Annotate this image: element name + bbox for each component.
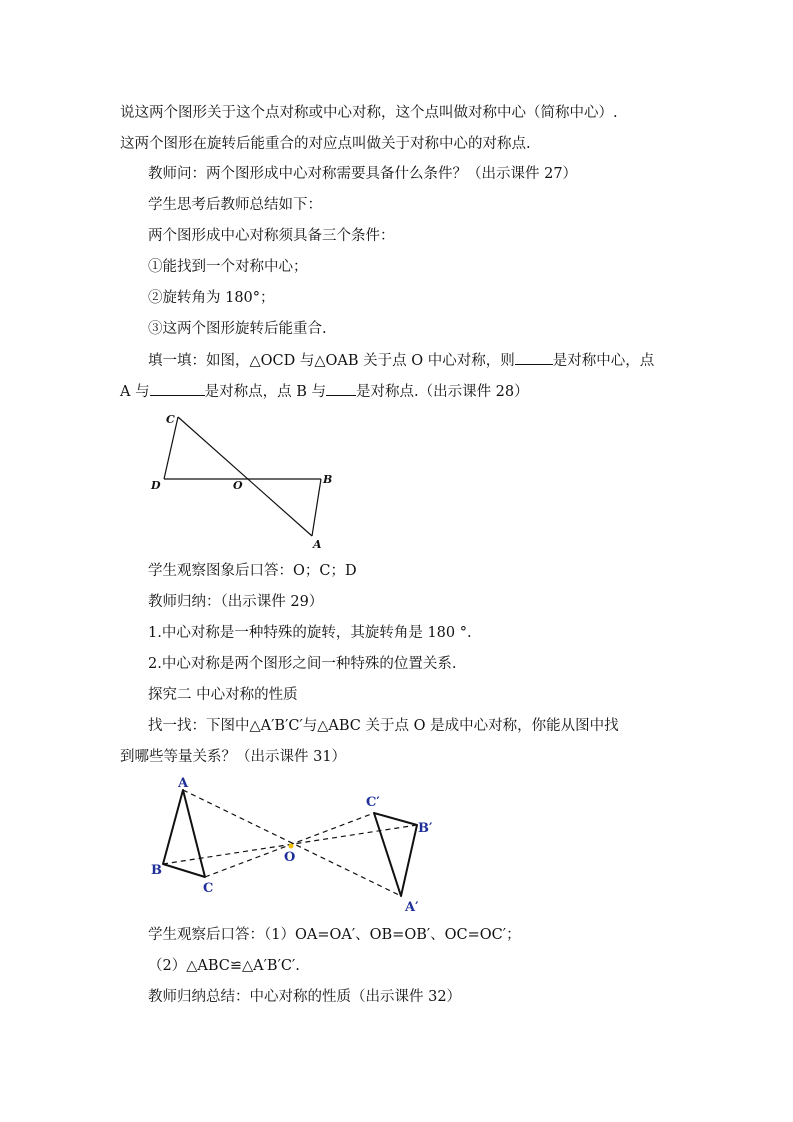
label-b-prime: B′ [418,821,433,836]
label-c-prime: C′ [366,795,380,810]
text-line-20: 教师归纳总结：中心对称的性质（出示课件 32） [148,989,462,1005]
text-line-2: 这两个图形在旋转后能重合的对应点叫做关于对称中心的对称点. [120,136,531,152]
fill-in-question-line-1 [148,350,654,371]
label-a: A [178,776,189,791]
answer-blank-3 [326,381,356,396]
condition-1: ①能找到一个对称中心； [148,259,308,275]
label-o: O [284,850,296,865]
text-line-3: 教师问：两个图形成中心对称需要具备什么条件？（出示课件 27） [148,166,578,182]
label-c: C [203,881,214,896]
fill-in-text-d: 是对称点，点 B 与 [204,384,326,400]
text-line-17: 到哪些等量关系？（出示课件 31） [120,749,347,765]
text-line-19: （2）△ABC≌△A′B′C′. [148,958,300,974]
summary-2: 2.中心对称是两个图形之间一种特殊的位置关系. [148,656,457,672]
section-heading: 探究二 中心对称的性质 [148,687,298,703]
text-line-11: 学生观察图象后口答：O；C；D [148,563,357,579]
label-c: C [166,413,175,426]
fill-in-text-e: 是对称点.（出示课件 28） [355,384,529,400]
triangle-a-prime-b-prime-c-prime [374,813,417,896]
segment-ca [178,417,312,536]
condition-2: ②旋转角为 180°； [148,290,275,306]
center-point-o [289,844,294,849]
segment-ba [312,479,321,536]
figure-central-symmetry [145,772,445,917]
label-a: A [313,538,322,550]
fill-in-text-b: 是对称中心，点 [552,353,655,369]
condition-3: ③这两个图形旋转后能重合. [148,321,327,337]
text-line-4: 学生思考后教师总结如下： [148,197,322,213]
label-b: B [151,863,162,878]
text-line-18: 学生观察后口答：（1）OA=OA′、OB=OB′、OC=OC′； [148,927,521,943]
label-o: O [233,479,243,492]
text-line-16: 找一找：下图中△A′B′C′与△ABC 关于点 O 是成中心对称，你能从图中找 [148,718,619,734]
label-b: B [323,473,333,486]
fill-in-text-a: 填一填：如图，△OCD 与△OAB 关于点 O 中心对称，则 [148,353,515,369]
answer-blank-1 [515,350,553,365]
fill-in-question-line-2 [120,381,529,402]
text-line-1: 说这两个图形关于这个点对称或中心对称，这个点叫做对称中心（简称中心）. [120,105,618,121]
answer-blank-2 [150,381,205,396]
text-line-5: 两个图形成中心对称须具备三个条件： [148,228,395,244]
segment-cd [164,417,178,479]
label-d: D [151,479,161,492]
summary-1: 1.中心对称是一种特殊的旋转，其旋转角是 180 °. [148,625,472,641]
triangle-abc [163,790,205,877]
figure-triangles-ocd-oab [145,410,345,550]
label-a-prime: A′ [405,900,419,915]
fill-in-text-c: A 与 [120,384,150,400]
text-line-12: 教师归纳：（出示课件 29） [148,594,324,610]
